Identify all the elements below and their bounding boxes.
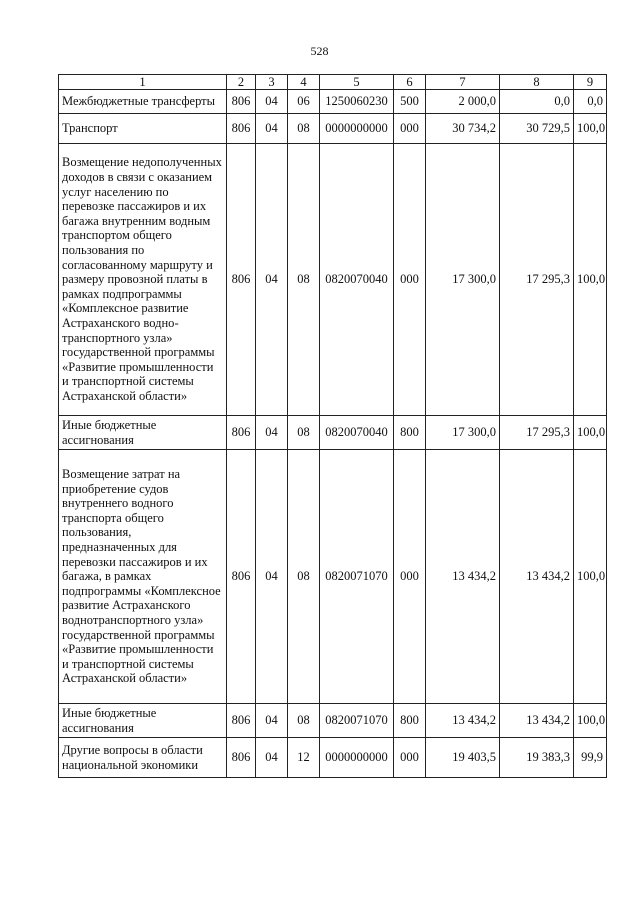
plan-amount: 17 300,0	[426, 416, 500, 450]
expense-type-code: 800	[394, 416, 426, 450]
admin-code: 806	[227, 144, 256, 416]
budget-table	[58, 74, 607, 778]
percent-value: 100,0	[574, 416, 607, 450]
column-header-4: 4	[288, 75, 320, 90]
table-row	[59, 416, 607, 450]
admin-code: 806	[227, 704, 256, 738]
row-name: Возмещение затрат на приобретение судов внутреннего водного транспорта общего пользования, предназначенных для перевозки пассажиров и их багажа, в рамках подпрограммы «Комплексное развитие Астраханского воднотранспортного узла» государственной программы «Развитие промышленности и транспортной системы Астраханской области»	[59, 450, 227, 704]
actual-amount: 0,0	[500, 90, 574, 114]
expense-type-code: 000	[394, 450, 426, 704]
percent-value: 99,9	[574, 738, 607, 778]
actual-amount: 19 383,3	[500, 738, 574, 778]
subsection-code: 08	[288, 114, 320, 144]
table-row	[59, 144, 607, 416]
subsection-code: 08	[288, 416, 320, 450]
row-name: Иные бюджетные ассигнования	[59, 704, 227, 738]
subsection-code: 08	[288, 450, 320, 704]
section-code: 04	[256, 144, 288, 416]
page-number: 528	[310, 44, 329, 58]
header-row	[59, 75, 607, 90]
target-code: 0820070040	[320, 416, 394, 450]
subsection-code: 08	[288, 704, 320, 738]
table-row	[59, 90, 607, 114]
expense-type-code: 000	[394, 738, 426, 778]
column-header-1: 1	[59, 75, 227, 90]
section-code: 04	[256, 704, 288, 738]
percent-value: 100,0	[574, 144, 607, 416]
actual-amount: 13 434,2	[500, 450, 574, 704]
expense-type-code: 000	[394, 114, 426, 144]
section-code: 04	[256, 90, 288, 114]
row-name: Другие вопросы в области национальной экономики	[59, 738, 227, 778]
subsection-code: 08	[288, 144, 320, 416]
actual-amount: 17 295,3	[500, 144, 574, 416]
table-row	[59, 450, 607, 704]
plan-amount: 2 000,0	[426, 90, 500, 114]
admin-code: 806	[227, 114, 256, 144]
section-code: 04	[256, 416, 288, 450]
actual-amount: 13 434,2	[500, 704, 574, 738]
column-header-5: 5	[320, 75, 394, 90]
table-row	[59, 114, 607, 144]
column-header-9: 9	[574, 75, 607, 90]
table-row	[59, 704, 607, 738]
section-code: 04	[256, 738, 288, 778]
subsection-code: 06	[288, 90, 320, 114]
admin-code: 806	[227, 450, 256, 704]
column-header-6: 6	[394, 75, 426, 90]
plan-amount: 19 403,5	[426, 738, 500, 778]
percent-value: 100,0	[574, 704, 607, 738]
target-code: 0820070040	[320, 144, 394, 416]
row-name: Возмещение недополученных доходов в связи с оказанием услуг населению по перевозке пассажиров и их багажа внутренним водным транспортом общего пользования по согласованному маршруту и размеру провозной платы в рамках подпрограммы «Комплексное развитие Астраханского воднотранспортного узла» государственной программы «Развитие промышленности и транспортной системы Астраханской области»	[59, 144, 227, 416]
plan-amount: 17 300,0	[426, 144, 500, 416]
column-header-3: 3	[256, 75, 288, 90]
admin-code: 806	[227, 738, 256, 778]
table-row	[59, 738, 607, 778]
row-name: Транспорт	[59, 114, 227, 144]
expense-type-code: 800	[394, 704, 426, 738]
section-code: 04	[256, 114, 288, 144]
target-code: 0000000000	[320, 738, 394, 778]
column-header-7: 7	[426, 75, 500, 90]
section-code: 04	[256, 450, 288, 704]
actual-amount: 30 729,5	[500, 114, 574, 144]
subsection-code: 12	[288, 738, 320, 778]
plan-amount: 30 734,2	[426, 114, 500, 144]
percent-value: 100,0	[574, 114, 607, 144]
admin-code: 806	[227, 416, 256, 450]
column-header-8: 8	[500, 75, 574, 90]
target-code: 0820071070	[320, 704, 394, 738]
percent-value: 0,0	[574, 90, 607, 114]
plan-amount: 13 434,2	[426, 450, 500, 704]
admin-code: 806	[227, 90, 256, 114]
row-name: Межбюджетные трансферты	[59, 90, 227, 114]
target-code: 0000000000	[320, 114, 394, 144]
percent-value: 100,0	[574, 450, 607, 704]
target-code: 1250060230	[320, 90, 394, 114]
plan-amount: 13 434,2	[426, 704, 500, 738]
actual-amount: 17 295,3	[500, 416, 574, 450]
expense-type-code: 000	[394, 144, 426, 416]
row-name: Иные бюджетные ассигнования	[59, 416, 227, 450]
target-code: 0820071070	[320, 450, 394, 704]
expense-type-code: 500	[394, 90, 426, 114]
column-header-2: 2	[227, 75, 256, 90]
